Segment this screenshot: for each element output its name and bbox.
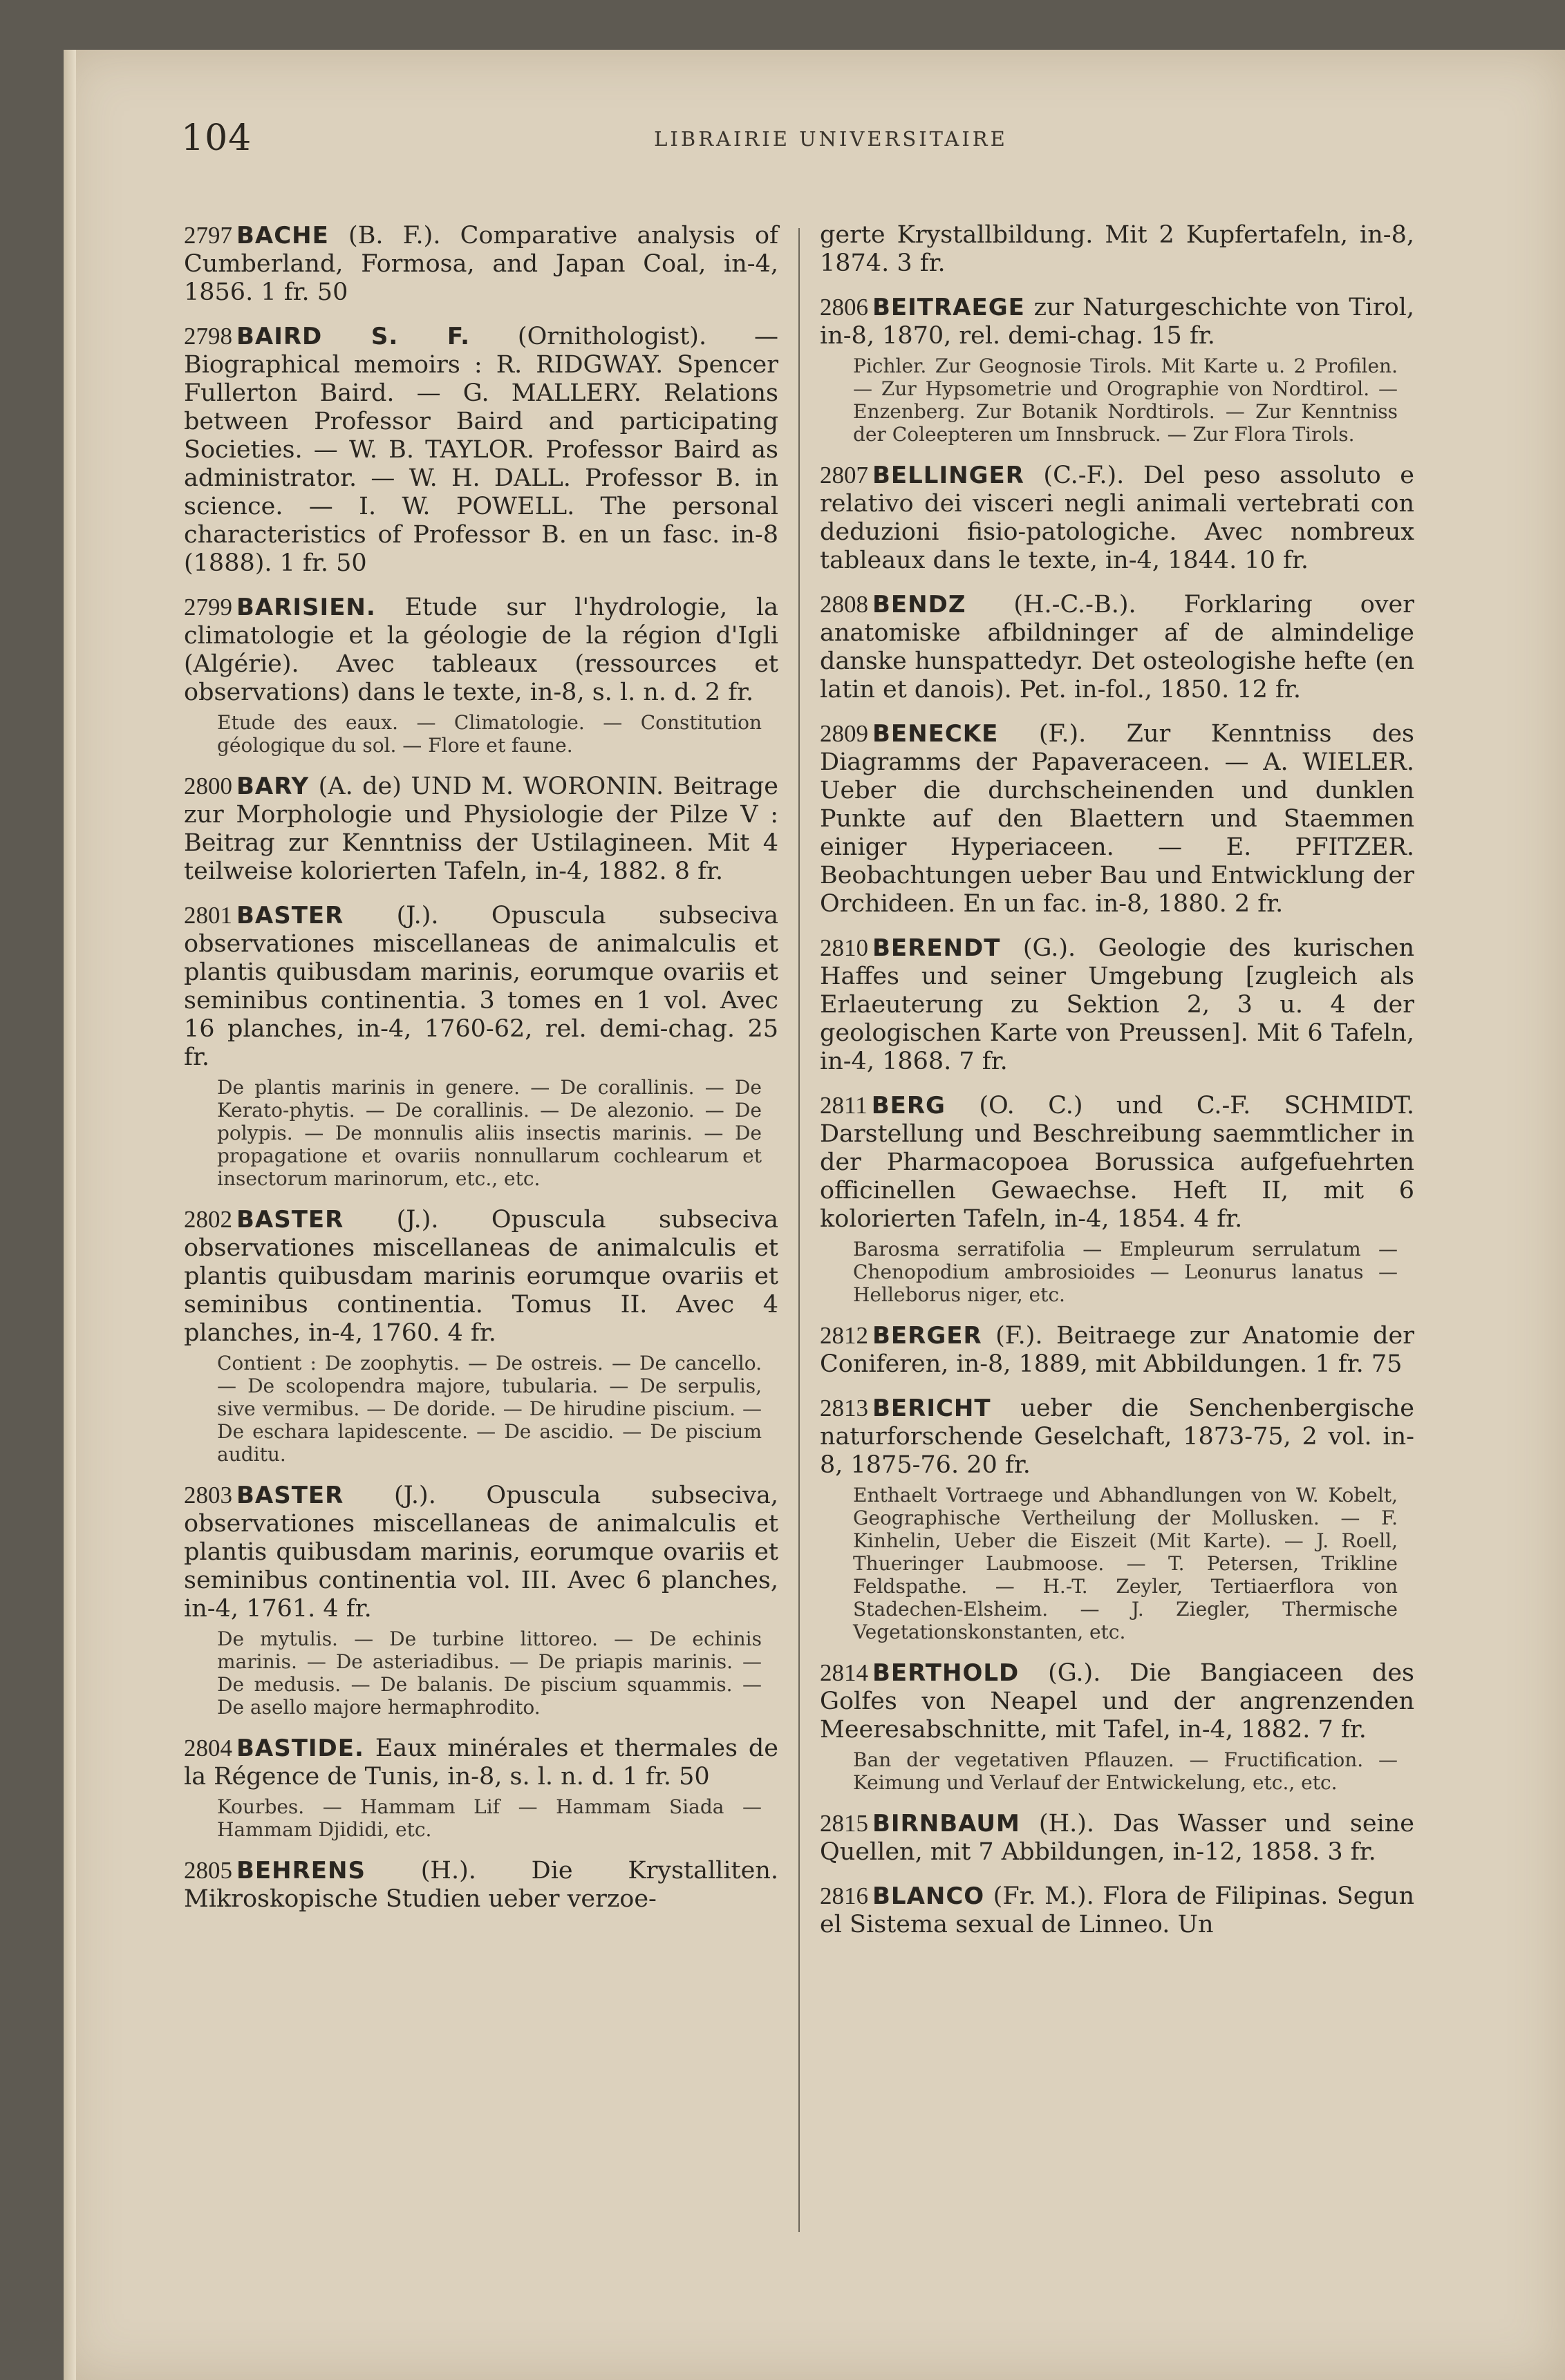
catalog-entry bbox=[820, 1394, 1414, 1643]
entry-author: BERENDT bbox=[872, 934, 1001, 962]
entry-text bbox=[184, 772, 778, 886]
entry-description: (H.). Das Wasser und seine Quellen, mit 7 Abbildungen, in-12, 1858. 3 fr. bbox=[820, 1810, 1414, 1866]
catalog-entry bbox=[184, 901, 778, 1190]
entry-description: Eaux minérales et thermales de la Régence de Tunis, in-8, s. l. n. d. 1 fr. 50 bbox=[184, 1735, 778, 1791]
entry-text bbox=[820, 1882, 1414, 1939]
entry-number: 2812 bbox=[820, 1322, 868, 1349]
entry-description: (O. C.) und C.-F. SCHMIDT. Darstellung und Beschreibung saemmtlicher in der Pharmacopoea Borussica aufgefuehrten officinellen Gewaechse. Heft II, mit 6 kolorierten Tafeln, in-4, 1854. 4 fr. bbox=[820, 1092, 1414, 1233]
entry-text bbox=[820, 590, 1414, 704]
catalog-entry bbox=[820, 1659, 1414, 1794]
entry-description: (J.). Opuscula subseciva observationes miscellaneas de animalculis et plantis quibusdam marinis, eorumque ovariis et seminibus continentia. 3 tomes en 1 vol. Avec 16 planches, in-4, 1760-62, rel. demi-chag. 25 fr. bbox=[184, 902, 778, 1071]
running-head: LIBRAIRIE UNIVERSITAIRE bbox=[654, 127, 1008, 151]
entry-text bbox=[184, 1734, 778, 1791]
page-number: 104 bbox=[181, 117, 252, 159]
entry-author: BENDZ bbox=[872, 591, 966, 618]
entry-number: 2815 bbox=[820, 1810, 868, 1837]
entry-contents-note: Barosma serratifolia — Empleurum serrulatum — Chenopodium ambrosioides — Leonurus lanatus — Helleborus niger, etc. bbox=[853, 1238, 1398, 1306]
entry-text bbox=[820, 221, 1414, 278]
entry-author: BENECKE bbox=[872, 720, 999, 748]
entry-text bbox=[820, 1091, 1414, 1234]
entry-author: BEHRENS bbox=[236, 1857, 366, 1885]
entry-author: BASTIDE. bbox=[236, 1735, 364, 1762]
entry-number: 2808 bbox=[820, 591, 868, 618]
entry-text bbox=[184, 1205, 778, 1348]
entry-text bbox=[184, 593, 778, 707]
entry-description: (J.). Opuscula subseciva, observationes miscellaneas de animalculis et plantis quibusdam marinis, eorumque ovariis et seminibus continentia vol. III. Avec 6 planches, in-4, 1761. 4 fr. bbox=[184, 1482, 778, 1623]
entry-author: BARISIEN. bbox=[236, 594, 376, 621]
entry-author: BASTER bbox=[236, 1482, 344, 1509]
catalog-entry bbox=[184, 1856, 778, 1914]
catalog-entry bbox=[184, 1734, 778, 1841]
entry-description: gerte Krystallbildung. Mit 2 Kupfertafeln, in-8, 1874. 3 fr. bbox=[820, 221, 1414, 277]
entry-contents-note: Kourbes. — Hammam Lif — Hammam Siada — Hammam Djididi, etc. bbox=[217, 1795, 762, 1841]
entry-author: BEITRAEGE bbox=[872, 294, 1025, 321]
catalog-entry bbox=[820, 1091, 1414, 1306]
entry-author: BERG bbox=[871, 1092, 946, 1120]
entry-text bbox=[820, 461, 1414, 575]
entry-description: (H.-C.-B.). Forklaring over anatomiske afbildninger af de almindelige danske hunspattedyr. Det osteologishe hefte (en latin et danois). Pet. in-fol., 1850. 12 fr. bbox=[820, 591, 1414, 703]
entry-contents-note: Contient : De zoophytis. — De ostreis. — De cancello. — De scolopendra majore, tubularia. — De serpulis, sive vermibus. — De doride. — De hirudine piscium. — De eschara lapidescente. — De ascidio. — De piscium auditu. bbox=[217, 1352, 762, 1466]
entry-author: BARY bbox=[236, 773, 310, 800]
entry-text bbox=[184, 1856, 778, 1914]
entry-number: 2813 bbox=[820, 1395, 868, 1422]
entry-author: BIRNBAUM bbox=[872, 1810, 1020, 1838]
entry-author: BELLINGER bbox=[872, 462, 1024, 489]
entry-description: zur Naturgeschichte von Tirol, in-8, 1870, rel. demi-chag. 15 fr. bbox=[820, 294, 1414, 350]
entry-author: BERTHOLD bbox=[872, 1659, 1020, 1687]
entry-text bbox=[820, 1659, 1414, 1744]
page-header bbox=[181, 117, 1481, 166]
catalog-entry bbox=[184, 772, 778, 886]
catalog-entry bbox=[820, 590, 1414, 704]
entry-contents-note: De plantis marinis in genere. — De corallinis. — De Kerato-phytis. — De corallinis. — De alezonio. — De polypis. — De monnulis aliis insectis marinis. — De propagatione et ovariis nonnullarum cochlearum et insectorum marinorum, etc., etc. bbox=[217, 1076, 762, 1190]
right-column bbox=[820, 221, 1414, 1954]
entry-text bbox=[184, 1481, 778, 1623]
entry-number: 2803 bbox=[184, 1482, 232, 1509]
catalog-entry bbox=[820, 1882, 1414, 1939]
catalog-entry bbox=[184, 1481, 778, 1719]
entry-author: BERGER bbox=[872, 1322, 982, 1350]
entry-text bbox=[184, 221, 778, 307]
entry-description: (A. de) UND M. WORONIN. Beitrage zur Morphologie und Physiologie der Pilze V : Beitrag zur Kenntniss der Ustilagineen. Mit 4 teilweise kolorierten Tafeln, in-4, 1882. 8 fr. bbox=[184, 773, 778, 885]
catalog-entry bbox=[184, 221, 778, 307]
entry-description: (Fr. M.). Flora de Filipinas. Segun el Sistema sexual de Linneo. Un bbox=[820, 1882, 1414, 1938]
entry-number: 2806 bbox=[820, 294, 868, 321]
entry-description: (G.). Geologie des kurischen Haffes und seiner Umgebung [zugleich als Erlaeuterung zu Sektion 2, 3 u. 4 der geologischen Karte von Preussen]. Mit 6 Tafeln, in-4, 1868. 7 fr. bbox=[820, 934, 1414, 1075]
entry-number: 2797 bbox=[184, 222, 232, 249]
entry-number: 2801 bbox=[184, 902, 232, 929]
entry-contents-note: Ban der vegetativen Pflauzen. — Fructification. — Keimung und Verlauf der Entwickelung, etc., etc. bbox=[853, 1748, 1398, 1794]
entry-contents-note: De mytulis. — De turbine littoreo. — De echinis marinis. — De asteriadibus. — De priapis marinis. — De medusis. — De balanis. De piscium squammis. — De asello majore hermaphrodito. bbox=[217, 1627, 762, 1719]
entry-contents-note: Enthaelt Vortraege und Abhandlungen von W. Kobelt, Geographische Vertheilung der Mollusken. — F. Kinhelin, Ueber die Eiszeit (Mit Karte). — J. Roell, Thueringer Laubmoose. — T. Petersen, Trikline Feldspathe. — H.-T. Zeyler, Tertiaerflora von Stadechen-Elsheim. — J. Ziegler, Thermische Vegetationskonstanten, etc. bbox=[853, 1484, 1398, 1643]
entry-text bbox=[184, 901, 778, 1072]
entry-number: 2802 bbox=[184, 1206, 232, 1233]
entry-text bbox=[820, 719, 1414, 918]
entry-text bbox=[820, 1394, 1414, 1480]
catalog-entry bbox=[820, 719, 1414, 918]
entry-number: 2798 bbox=[184, 323, 232, 350]
entry-author: BAIRD S. F. bbox=[236, 323, 471, 350]
entry-number: 2804 bbox=[184, 1735, 232, 1762]
entry-number: 2816 bbox=[820, 1882, 868, 1909]
entry-number: 2809 bbox=[820, 720, 868, 747]
entry-text bbox=[820, 293, 1414, 350]
catalog-entry bbox=[820, 1321, 1414, 1379]
entry-text bbox=[820, 1321, 1414, 1379]
entry-number: 2811 bbox=[820, 1092, 868, 1119]
entry-description: (F.). Beitraege zur Anatomie der Coniferen, in-8, 1889, mit Abbildungen. 1 fr. 75 bbox=[820, 1322, 1414, 1378]
entry-number: 2807 bbox=[820, 462, 868, 489]
entry-number: 2799 bbox=[184, 594, 232, 621]
catalog-entry bbox=[820, 934, 1414, 1076]
entry-description: (Ornithologist). — Biographical memoirs : R. RIDGWAY. Spencer Fullerton Baird. — G. MALLERY. Relations between Professor Baird and participating Societies. — W. B. TAYLOR. Professor Baird as administrator. — W. H. DALL. Professor B. in science. — I. W. POWELL. The personal characteristics of Professor B. en un fasc. in-8 (1888). 1 fr. 50 bbox=[184, 323, 778, 577]
entry-number: 2810 bbox=[820, 934, 868, 961]
entry-description: Etude sur l'hydrologie, la climatologie et la géologie de la région d'Igli (Algérie). Avec tableaux (ressources et observations) dans le texte, in-8, s. l. n. d. 2 fr. bbox=[184, 594, 778, 706]
entry-text bbox=[820, 1809, 1414, 1867]
entry-description: (G.). Die Bangiaceen des Golfes von Neapel und der angrenzenden Meeresabschnitte, mit Tafel, in-4, 1882. 7 fr. bbox=[820, 1659, 1414, 1744]
entry-description: (J.). Opuscula subseciva observationes miscellaneas de animalculis et plantis quibusdam marinis eorumque ovariis et seminibus continentia. Tomus II. Avec 4 planches, in-4, 1760. 4 fr. bbox=[184, 1206, 778, 1347]
column-divider bbox=[798, 228, 800, 2232]
left-column bbox=[184, 221, 778, 1929]
entry-contents-note: Etude des eaux. — Climatologie. — Constitution géologique du sol. — Flore et faune. bbox=[217, 711, 762, 757]
entry-author: BLANCO bbox=[872, 1882, 985, 1910]
entry-text bbox=[184, 322, 778, 578]
page-spine-edge bbox=[64, 50, 76, 2380]
entry-number: 2805 bbox=[184, 1857, 232, 1884]
entry-author: BASTER bbox=[236, 1206, 344, 1234]
entry-author: BACHE bbox=[236, 222, 329, 249]
entry-description: ueber die Senchenbergische naturforschende Geselchaft, 1873-75, 2 vol. in-8, 1875-76. 20 fr. bbox=[820, 1395, 1414, 1479]
catalog-entry bbox=[820, 1809, 1414, 1867]
entry-description: (B. F.). Comparative analysis of Cumberland, Formosa, and Japan Coal, in-4, 1856. 1 fr. 50 bbox=[184, 222, 778, 306]
entry-number: 2814 bbox=[820, 1659, 868, 1686]
entry-text bbox=[820, 934, 1414, 1076]
catalog-entry bbox=[184, 322, 778, 578]
entry-contents-note: Pichler. Zur Geognosie Tirols. Mit Karte u. 2 Profilen. — Zur Hypsometrie und Orographie von Nordtirol. — Enzenberg. Zur Botanik Nordtirols. — Zur Kenntniss der Coleepteren um Innsbruck. — Zur Flora Tirols. bbox=[853, 355, 1398, 446]
entry-description: (C.-F.). Del peso assoluto e relativo dei visceri negli animali vertebrati con deduzioni fisio-patologiche. Avec nombreux tableaux dans le texte, in-4, 1844. 10 fr. bbox=[820, 462, 1414, 574]
catalog-entry bbox=[820, 461, 1414, 575]
entry-author: BASTER bbox=[236, 902, 344, 929]
entry-description: (H.). Die Krystalliten. Mikroskopische Studien ueber verzoe- bbox=[184, 1857, 778, 1913]
entry-description: (F.). Zur Kenntniss des Diagramms der Papaveraceen. — A. WIELER. Ueber die durchscheinenden und dunklen Punkte auf den Blaettern und Staemmen einiger Hyperiaceen. — E. PFITZER. Beobachtungen ueber Bau und Entwicklung der Orchideen. En un fac. in-8, 1880. 2 fr. bbox=[820, 720, 1414, 918]
entry-author: BERICHT bbox=[872, 1395, 991, 1422]
entry-number: 2800 bbox=[184, 773, 232, 800]
catalog-entry bbox=[820, 293, 1414, 446]
catalog-entry bbox=[184, 1205, 778, 1466]
catalog-entry bbox=[820, 221, 1414, 278]
catalog-entry bbox=[184, 593, 778, 757]
